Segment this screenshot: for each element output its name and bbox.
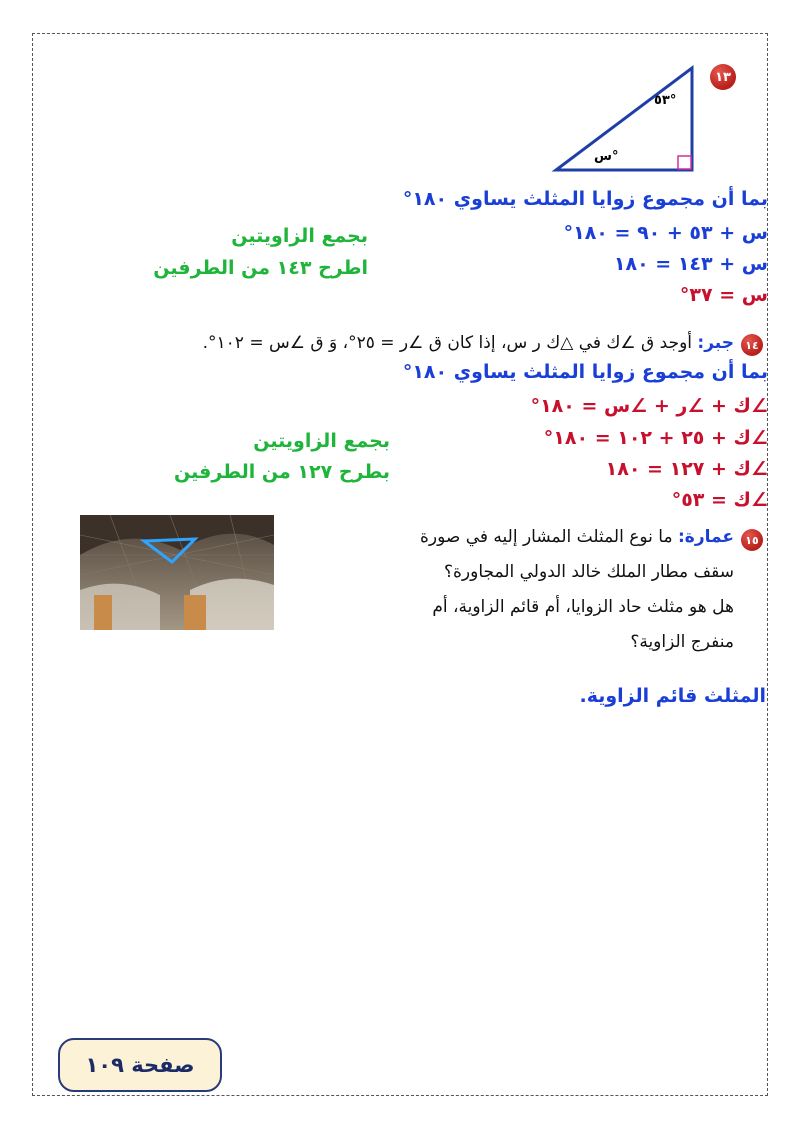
angle-53-label: ٥٣° bbox=[654, 93, 677, 108]
p13-line3: س + ١٤٣ = ١٨٠ bbox=[613, 253, 768, 275]
p14-answer: ∠ك = ٥٣° bbox=[671, 489, 768, 511]
p13-answer: س = ٣٧° bbox=[679, 284, 768, 306]
problem-13-badge bbox=[710, 64, 736, 90]
page-number-label: صفحة ١٠٩ bbox=[85, 1053, 195, 1077]
p14-label: جبر: bbox=[697, 333, 734, 353]
angle-x-label: س° bbox=[594, 149, 619, 164]
p15-question-text-3: هل هو مثلث حاد الزوايا، أم قائم الزاوية، أم bbox=[432, 597, 734, 617]
p13-line3-note: اطرح ١٤٣ من الطرفين bbox=[153, 257, 368, 279]
p15-question-text-1: ما نوع المثلث المشار إليه في صورة bbox=[419, 527, 673, 547]
problem-14-badge bbox=[741, 334, 763, 356]
p14-line3-note: بجمع الزاويتين bbox=[253, 430, 390, 452]
p14-line3: ∠ك + ٢٥ + ١٠٢ = ١٨٠° bbox=[543, 427, 768, 449]
page-number-box bbox=[58, 1038, 222, 1092]
p14-question-line bbox=[203, 333, 734, 353]
p15-label: عمارة: bbox=[677, 527, 734, 547]
p15-question-text-4: منفرج الزاوية؟ bbox=[630, 632, 734, 652]
p15-question-text-2: سقف مطار الملك خالد الدولي المجاورة؟ bbox=[444, 562, 734, 582]
problem-15-badge bbox=[741, 529, 763, 551]
p14-line2: ∠ك + ∠ر + ∠س = ١٨٠° bbox=[530, 395, 768, 417]
p13-line2-note: بجمع الزاويتين bbox=[231, 225, 368, 247]
p13-line1: بما أن مجموع زوايا المثلث يساوي ١٨٠° bbox=[402, 188, 768, 210]
problem-13-number: ١٣ bbox=[715, 69, 731, 85]
problem-14-number: ١٤ bbox=[745, 338, 759, 352]
p14-line4-note: بطرح ١٢٧ من الطرفين bbox=[174, 461, 390, 483]
right-triangle-figure bbox=[550, 62, 700, 176]
p15-answer: المثلث قائم الزاوية. bbox=[579, 685, 766, 707]
problem-15-number: ١٥ bbox=[745, 533, 759, 547]
p14-question: أوجد ق ∠ك في △ك ر س، إذا كان ق ∠ر = ٢٥°، وَ ق ∠س = ١٠٢°. bbox=[202, 333, 693, 353]
p14-line1: بما أن مجموع زوايا المثلث يساوي ١٨٠° bbox=[402, 361, 768, 383]
airport-roof-photo bbox=[80, 515, 274, 630]
right-angle-mark bbox=[678, 156, 691, 169]
p15-question-line1 bbox=[420, 527, 734, 547]
p14-line4: ∠ك + ١٢٧ = ١٨٠ bbox=[605, 458, 768, 480]
p13-line2: س + ٥٣ + ٩٠ = ١٨٠° bbox=[563, 222, 768, 244]
triangle-outline bbox=[556, 68, 692, 170]
airport-roof-illustration bbox=[80, 515, 274, 630]
